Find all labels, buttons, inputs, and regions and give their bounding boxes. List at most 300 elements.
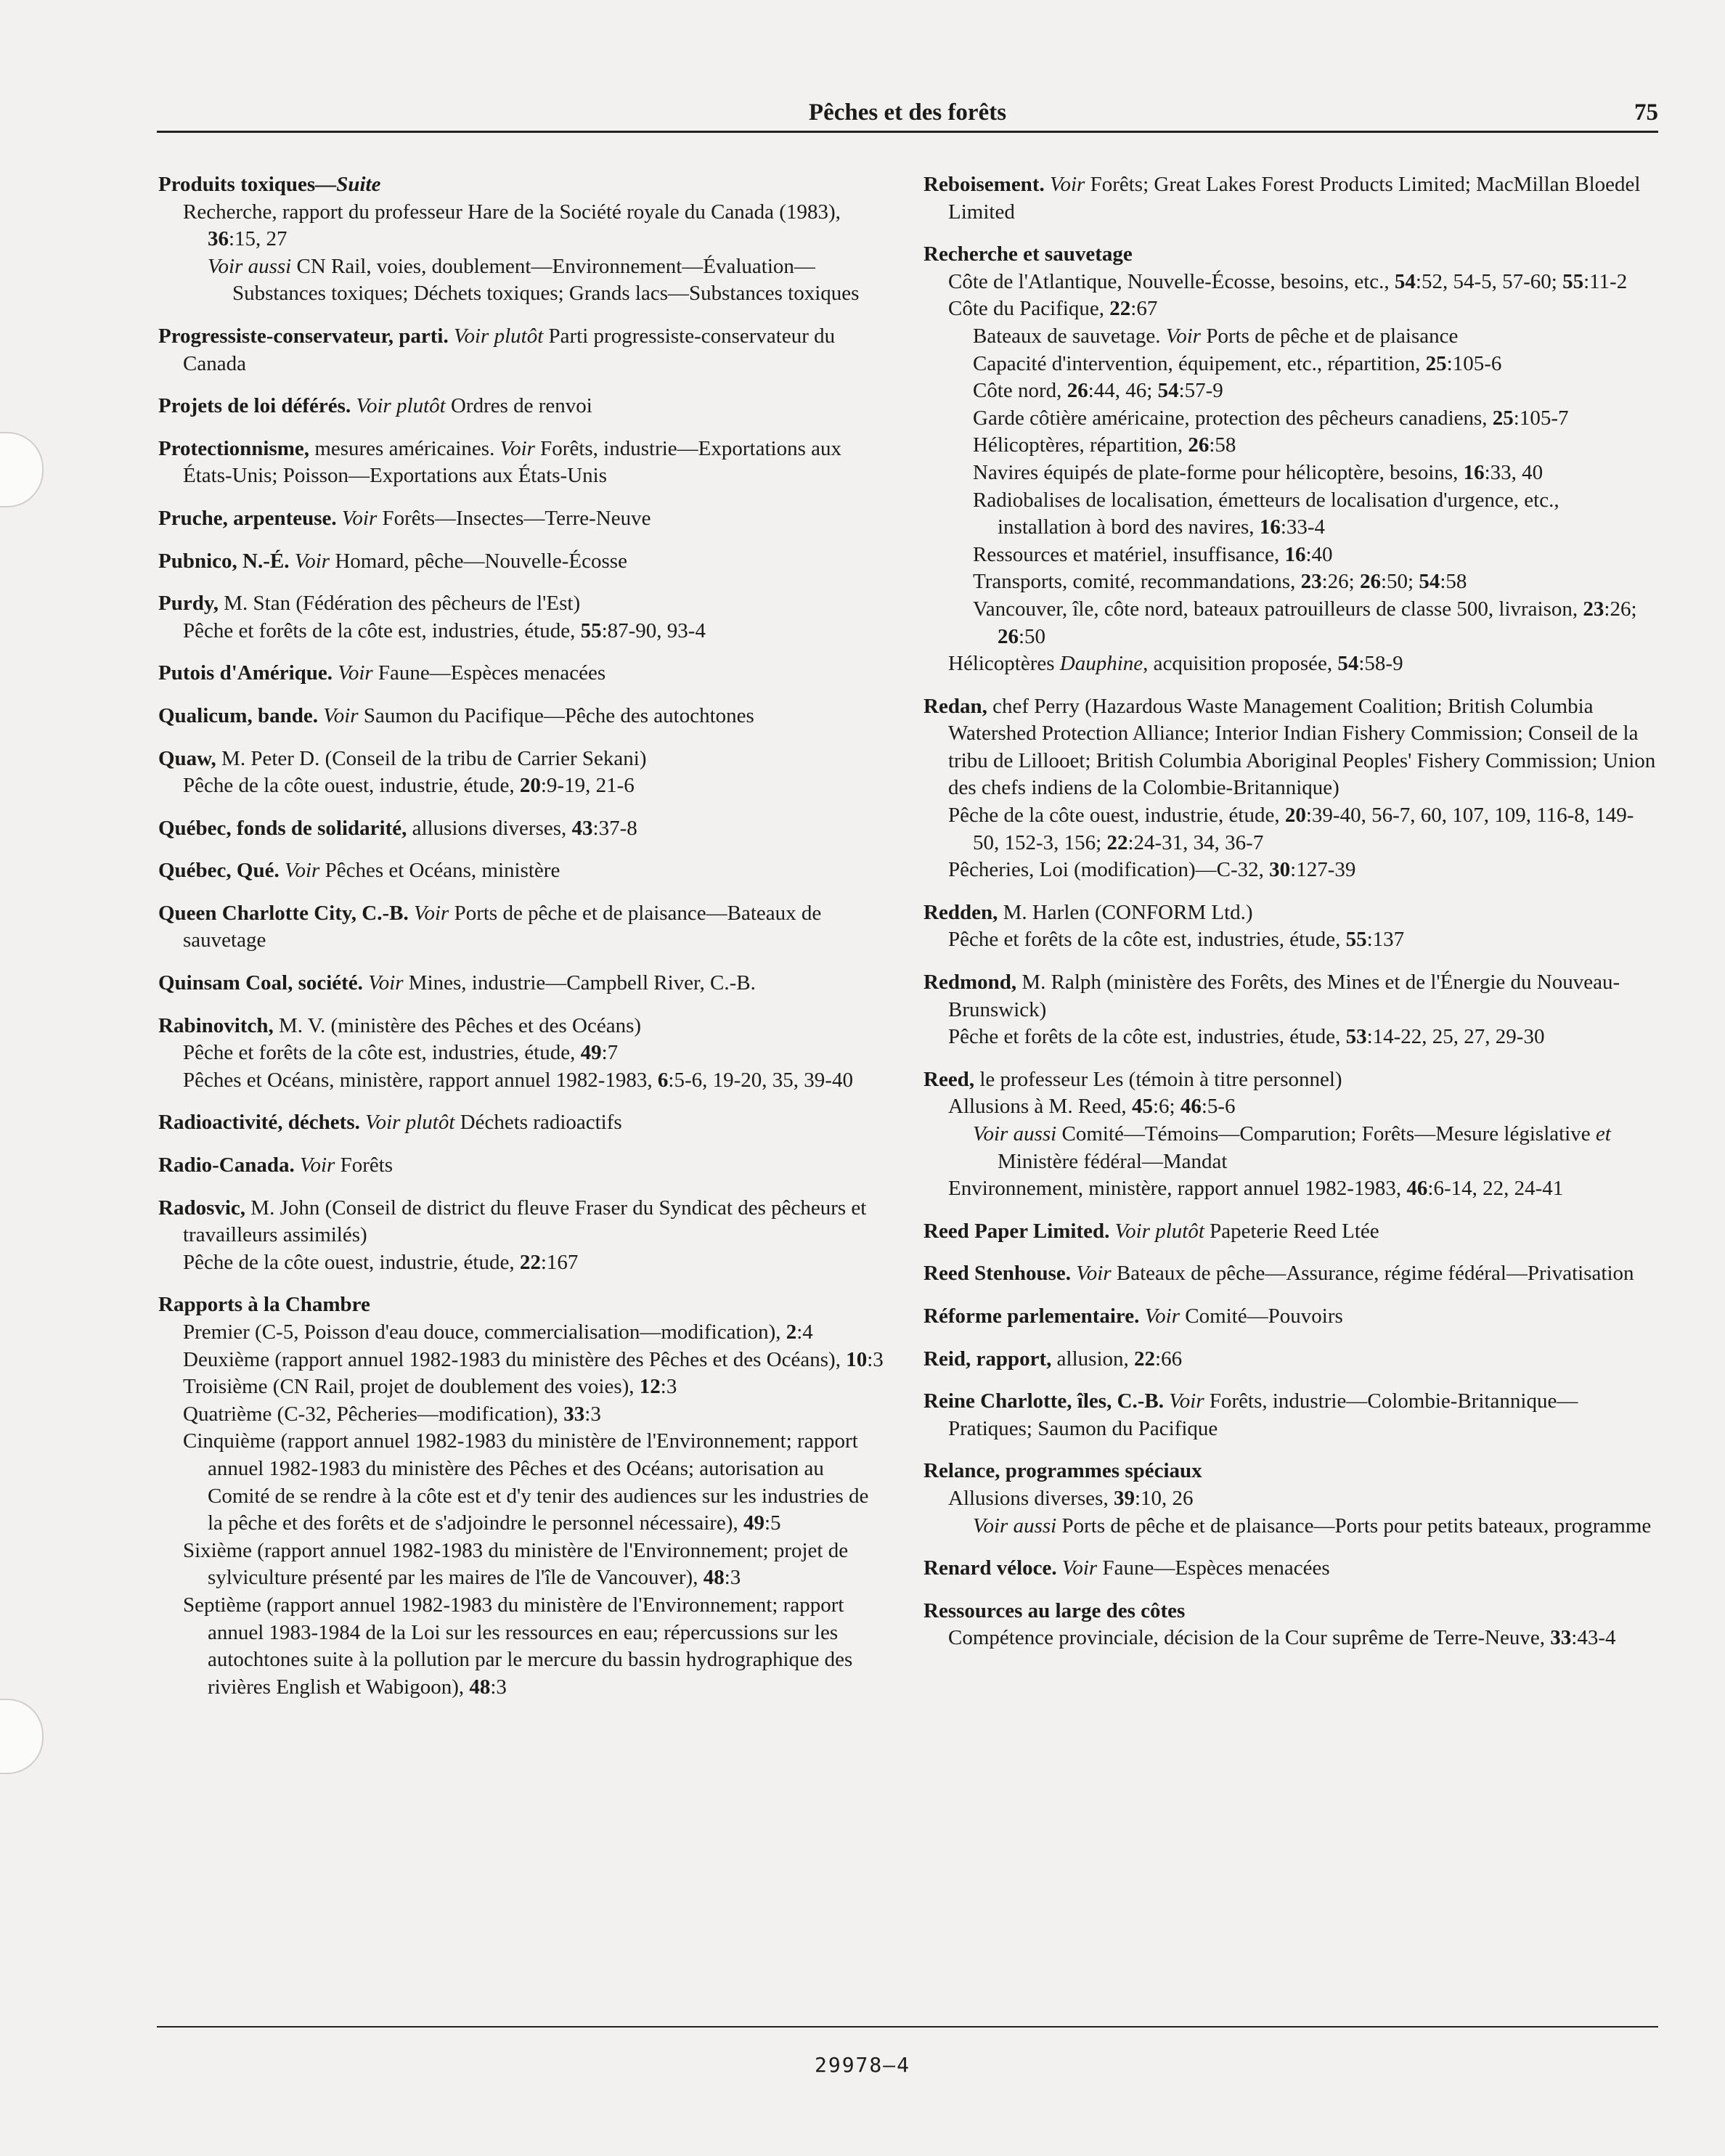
entry-text: Homard, pêche—Nouvelle-Écosse xyxy=(330,549,627,573)
bold-text: 20 xyxy=(519,774,541,798)
bold-text: 54 xyxy=(1337,652,1359,676)
entry-text: Faune—Espèces menacées xyxy=(1097,1556,1330,1580)
entry-text: Pêches et Océans, ministère xyxy=(319,859,560,883)
bold-text: Redden, xyxy=(923,900,998,924)
entry-text: M. Ralph (ministère des Forêts, des Mines et de l'Énergie du Nouveau-Brunswick) xyxy=(948,971,1620,1021)
entry-text: Pêche et forêts de la côte est, industries, étude, xyxy=(948,1025,1346,1049)
entry-text: Forêts—Insectes—Terre-Neuve xyxy=(377,506,651,530)
entry-subentry-line xyxy=(158,199,888,253)
bold-text: 25 xyxy=(1492,406,1514,430)
cross-reference-marker: Voir plutôt xyxy=(454,324,544,348)
entry-text: Ressources et matériel, insuffisance, xyxy=(973,542,1285,566)
index-entry xyxy=(923,1260,1657,1288)
bold-text: Produits toxiques xyxy=(158,173,316,196)
bold-text: 6 xyxy=(657,1068,669,1092)
entry-text xyxy=(1057,1556,1062,1580)
entry-text: Pêches et Océans, ministère, rapport annuel 1982-1983, xyxy=(183,1068,658,1092)
entry-text: :39-40, 56-7, 60, 107, 109, 116-8, 149-50, 152-3, 156; xyxy=(973,804,1634,854)
entry-heading-line xyxy=(158,436,888,490)
cross-reference-marker: Voir xyxy=(1061,1556,1098,1580)
bold-text: 30 xyxy=(1269,858,1291,882)
index-entry xyxy=(158,1013,888,1095)
bold-text: 22 xyxy=(1134,1347,1156,1371)
bold-text: 46 xyxy=(1406,1177,1428,1201)
index-entry xyxy=(923,171,1657,226)
bold-text: Rapports à la Chambre xyxy=(158,1293,370,1317)
punch-hole-top xyxy=(0,432,44,507)
bold-text: Reid, rapport, xyxy=(923,1347,1052,1371)
entry-subentry-line xyxy=(923,405,1657,433)
entry-text: Côte du Pacifique, xyxy=(948,297,1110,321)
entry-text xyxy=(1109,1220,1114,1243)
entry-subentry-line xyxy=(923,650,1657,678)
entry-text: le professeur Les (témoin à titre personnel) xyxy=(974,1067,1342,1091)
page-number: 75 xyxy=(1634,99,1658,126)
punch-hole-bottom xyxy=(0,1699,44,1774)
entry-text: Ports de pêche et de plaisance—Bateaux de sauvetage xyxy=(183,901,822,952)
entry-subentry-line xyxy=(158,1428,888,1537)
index-entry xyxy=(923,1218,1657,1246)
bold-text: 54 xyxy=(1394,269,1416,293)
bold-text: Progressiste-conservateur, parti. xyxy=(158,324,449,348)
cross-reference-marker: Voir plutôt xyxy=(356,394,446,418)
entry-text: Forêts, industrie—Colombie-Britannique—Pratiques; Saumon du Pacifique xyxy=(948,1389,1578,1440)
entry-text: Bateaux de pêche—Assurance, régime fédéral—Privatisation xyxy=(1111,1262,1634,1286)
entry-text: :67 xyxy=(1130,297,1158,321)
entry-heading-line xyxy=(158,1109,888,1137)
entry-subentry-line xyxy=(923,377,1657,405)
entry-text: Quatrième (C-32, Pêcheries—modification), xyxy=(183,1402,564,1426)
cross-reference-marker: Voir xyxy=(285,859,320,883)
entry-text: Premier (C-5, Poisson d'eau douce, commercialisation—modification), xyxy=(183,1320,786,1344)
entry-heading-line xyxy=(158,703,888,730)
bold-text: Redmond, xyxy=(923,971,1017,995)
index-entry xyxy=(158,505,888,533)
entry-text: Sixième (rapport annuel 1982-1983 du ministère de l'Environnement; projet de sylviculture présenté par les maires de l'île de Vancouver), xyxy=(183,1538,849,1590)
entry-subentry-line xyxy=(923,269,1657,296)
bold-text: 2 xyxy=(786,1320,797,1344)
entry-subentry-line xyxy=(158,1401,888,1429)
entry-text: :5 xyxy=(764,1511,781,1535)
bold-text: Reed, xyxy=(923,1067,975,1091)
entry-subentry-line xyxy=(923,351,1657,378)
cross-reference-marker: Voir xyxy=(294,549,330,573)
bold-text: Reboisement. xyxy=(923,173,1045,196)
entry-text: :44, 46; xyxy=(1088,379,1158,403)
entry-text: M. Stan (Fédération des pêcheurs de l'Est) xyxy=(219,592,581,616)
bold-text: Réforme parlementaire. xyxy=(923,1304,1140,1328)
bold-text: 55 xyxy=(1345,928,1367,952)
cross-reference-marker: Voir aussi xyxy=(208,254,292,278)
entry-text xyxy=(295,1153,300,1177)
entry-text: Saumon du Pacifique—Pêche des autochtones xyxy=(358,703,754,727)
entry-heading-line xyxy=(158,548,888,576)
entry-text: Recherche, rapport du professeur Hare de la Société royale du Canada (1983), xyxy=(183,200,841,224)
entry-text: :50 xyxy=(1019,624,1046,648)
bold-text: Reine Charlotte, îles, C.-B. xyxy=(923,1389,1165,1413)
entry-text: :37-8 xyxy=(592,816,637,840)
bold-text: Radio-Canada. xyxy=(158,1153,295,1177)
entry-text: :3 xyxy=(724,1566,741,1590)
bold-text: 33 xyxy=(1550,1626,1572,1650)
entry-heading-line xyxy=(923,1598,1657,1625)
entry-text: Radiobalises de localisation, émetteurs de localisation d'urgence, etc., installation à bord des navires, xyxy=(973,488,1559,539)
entry-heading-line xyxy=(158,1195,888,1249)
entry-text: Allusions diverses, xyxy=(948,1486,1114,1510)
bold-text: Québec, Qué. xyxy=(158,859,280,883)
entry-heading-line xyxy=(158,970,888,997)
entry-text: Allusions à M. Reed, xyxy=(948,1095,1132,1119)
entry-text: :15, 27 xyxy=(229,227,288,251)
entry-subentry-line xyxy=(923,487,1657,542)
entry-text: CN Rail, voies, doublement—Environnement—Évaluation—Substances toxiques; Déchets toxiques; Grands lacs—Substances toxiques xyxy=(232,254,860,306)
entry-subentry-line xyxy=(923,432,1657,460)
index-entry xyxy=(158,548,888,576)
entry-subentry-line xyxy=(923,802,1657,857)
entry-heading-line xyxy=(923,1218,1657,1246)
entry-text xyxy=(289,550,294,573)
bold-text: Quinsam Coal, société. xyxy=(158,971,363,995)
entry-heading-line xyxy=(923,171,1657,226)
entry-text: Bateaux de sauvetage. xyxy=(973,324,1166,348)
entry-subentry-line xyxy=(923,1121,1657,1175)
entry-text: :58 xyxy=(1440,570,1467,594)
entry-text: :3 xyxy=(490,1675,507,1699)
entry-text: M. V. (ministère des Pêches et des Océans) xyxy=(273,1013,642,1037)
entry-text: Faune—Espèces menacées xyxy=(372,661,606,685)
footer-divider xyxy=(157,2026,1658,2028)
cross-reference-marker: Voir xyxy=(1049,173,1085,196)
entry-subentry-line xyxy=(923,295,1657,323)
entry-text: Forêts xyxy=(335,1153,393,1177)
bold-text: 16 xyxy=(1259,515,1281,539)
entry-heading-line xyxy=(158,1013,888,1040)
entry-text: Ordres de renvoi xyxy=(445,394,592,418)
entry-text: Papeterie Reed Ltée xyxy=(1204,1219,1379,1243)
bold-text: 53 xyxy=(1345,1025,1367,1049)
entry-text: :137 xyxy=(1366,928,1405,952)
index-entry xyxy=(158,171,888,308)
cross-reference-marker: Voir xyxy=(338,661,373,685)
entry-text: chef Perry (Hazardous Waste Management Coalition; British Columbia Watershed Protection Alliance; Interior Indian Fishery Commission; Conseil de la tribu de Lillooet; British Columbia Aboriginal Peoples' Fishery Commission; Union des chefs indiens de la Colombie-Britannique) xyxy=(948,694,1656,800)
bold-text: 12 xyxy=(639,1375,661,1399)
entry-text: allusion, xyxy=(1051,1347,1135,1371)
entry-subentry-line xyxy=(923,542,1657,569)
entry-text: :3 xyxy=(660,1375,677,1399)
entry-text: :5-6 xyxy=(1201,1095,1236,1119)
bold-text: 36 xyxy=(208,227,229,251)
entry-text: :14-22, 25, 27, 29-30 xyxy=(1366,1025,1545,1049)
entry-text: :50; xyxy=(1380,570,1419,594)
cross-reference-marker: Voir xyxy=(414,901,449,925)
index-entry xyxy=(158,323,888,377)
entry-text: :26; xyxy=(1604,597,1637,621)
entry-text: M. Harlen (CONFORM Ltd.) xyxy=(998,900,1253,924)
index-entry xyxy=(158,1291,888,1701)
index-entry xyxy=(158,857,888,885)
entry-text xyxy=(409,902,414,925)
entry-text xyxy=(280,859,285,882)
entry-subentry-line xyxy=(923,857,1657,884)
entry-text: M. Peter D. (Conseil de la tribu de Carrier Sekani) xyxy=(216,746,647,770)
bold-text: 22 xyxy=(1109,297,1131,321)
entry-text: Hélicoptères xyxy=(948,652,1060,676)
bold-text: 26 xyxy=(998,624,1019,648)
entry-subentry-line xyxy=(923,1024,1657,1051)
entry-text xyxy=(337,507,342,530)
entry-text: Côte nord, xyxy=(973,379,1067,403)
entry-heading-line xyxy=(158,746,888,773)
bold-text: 25 xyxy=(1425,351,1447,375)
bold-text: Recherche et sauvetage xyxy=(923,242,1133,266)
bold-text: 45 xyxy=(1131,1095,1153,1119)
entry-text xyxy=(1139,1304,1144,1328)
bold-text: Redan, xyxy=(923,694,987,718)
bold-text: Radosvic, xyxy=(158,1196,246,1220)
entry-subentry-line xyxy=(923,460,1657,487)
index-entry xyxy=(158,393,888,420)
entry-heading-line xyxy=(923,1346,1657,1373)
bold-text: 20 xyxy=(1284,804,1306,828)
cross-reference-marker: Voir xyxy=(300,1153,335,1177)
entry-text: , acquisition proposée, xyxy=(1143,652,1338,676)
entry-text: Forêts; Great Lakes Forest Products Limited; MacMillan Bloedel Limited xyxy=(948,173,1641,224)
bold-text: 16 xyxy=(1284,542,1306,566)
index-entry xyxy=(923,1346,1657,1373)
index-entry xyxy=(158,970,888,997)
entry-text: :10, 26 xyxy=(1134,1486,1194,1510)
bold-text: 23 xyxy=(1300,570,1322,594)
entry-heading-line xyxy=(923,693,1657,802)
entry-heading-line xyxy=(158,323,888,377)
entry-text: Mines, industrie—Campbell River, C.-B. xyxy=(403,971,756,995)
bold-text: Queen Charlotte City, C.-B. xyxy=(158,901,409,925)
cross-reference-marker: Voir xyxy=(1144,1304,1180,1328)
index-entry xyxy=(923,241,1657,678)
entry-subentry-line xyxy=(923,1093,1657,1121)
entry-text: :5-6, 19-20, 35, 39-40 xyxy=(668,1068,853,1092)
cross-reference-marker: et xyxy=(1595,1122,1611,1146)
entry-text: :105-7 xyxy=(1513,406,1569,430)
index-entry xyxy=(923,969,1657,1051)
entry-text: Comité—Pouvoirs xyxy=(1180,1304,1343,1328)
entry-subentry-line xyxy=(158,1538,888,1592)
cross-reference-marker: Voir xyxy=(1165,324,1202,348)
entry-heading-line xyxy=(158,900,888,955)
bold-text: 33 xyxy=(563,1402,585,1426)
entry-text: :4 xyxy=(796,1320,813,1344)
entry-text: Pêche et forêts de la côte est, industries, étude, xyxy=(183,618,581,642)
entry-text: Transports, comité, recommandations, xyxy=(973,570,1301,594)
entry-heading-line xyxy=(158,171,888,199)
bold-text: Pruche, arpenteuse. xyxy=(158,506,337,530)
entry-heading-line xyxy=(923,241,1657,269)
entry-text: Vancouver, île, côte nord, bateaux patrouilleurs de classe 500, livraison, xyxy=(973,597,1583,621)
entry-subentry-line xyxy=(923,1513,1657,1540)
entry-heading-line xyxy=(158,590,888,618)
entry-text: allusions diverses, xyxy=(407,816,572,840)
index-entry xyxy=(923,1303,1657,1331)
cross-reference-marker: Voir plutôt xyxy=(1114,1219,1204,1243)
index-entry xyxy=(158,436,888,490)
cross-reference-marker: Voir xyxy=(499,436,535,460)
entry-heading-line xyxy=(923,1066,1657,1094)
entry-subentry-line xyxy=(158,1319,888,1347)
bold-text: 48 xyxy=(703,1566,725,1590)
entry-text: :58 xyxy=(1209,433,1236,457)
cross-reference-marker: Voir xyxy=(323,703,359,727)
bold-text: 46 xyxy=(1180,1095,1202,1119)
entry-heading-line xyxy=(923,1458,1657,1485)
header-divider xyxy=(157,131,1658,133)
entry-text: Côte de l'Atlantique, Nouvelle-Écosse, besoins, etc., xyxy=(948,269,1395,293)
entry-heading-line xyxy=(923,1555,1657,1583)
bold-text: 55 xyxy=(1562,269,1584,293)
bold-text: Protectionnisme, xyxy=(158,436,310,460)
entry-text: M. John (Conseil de district du fleuve Fraser du Syndicat des pêcheurs et travailleurs assimilés) xyxy=(183,1196,867,1247)
bold-text: Reed Paper Limited. xyxy=(923,1219,1110,1243)
bold-text: Purdy, xyxy=(158,592,219,616)
entry-text: Pêche de la côte ouest, industrie, étude, xyxy=(183,1250,520,1274)
entry-subentry-line xyxy=(923,1625,1657,1652)
entry-subentry-line xyxy=(923,596,1657,650)
entry-text: Troisième (CN Rail, projet de doublement des voies), xyxy=(183,1375,640,1399)
bold-text: Québec, fonds de solidarité, xyxy=(158,816,407,840)
index-entry xyxy=(158,1109,888,1137)
index-entry xyxy=(158,815,888,843)
entry-text: :7 xyxy=(601,1041,619,1065)
entry-heading-line xyxy=(158,815,888,843)
entry-subentry-line xyxy=(158,253,888,308)
bold-text: Reed Stenhouse. xyxy=(923,1262,1072,1286)
bold-text: 49 xyxy=(743,1511,764,1535)
entry-text: Pêche de la côte ouest, industrie, étude, xyxy=(948,804,1285,828)
entry-text: :24-31, 34, 36-7 xyxy=(1127,830,1264,854)
index-column-left xyxy=(158,171,888,1716)
index-entry xyxy=(923,1555,1657,1583)
entry-subentry-line xyxy=(158,772,888,800)
entry-heading-line xyxy=(923,1260,1657,1288)
cross-reference-marker: Voir xyxy=(341,506,378,530)
bold-text: Relance, programmes spéciaux xyxy=(923,1459,1202,1483)
bold-text: 16 xyxy=(1463,460,1485,484)
bold-text: 23 xyxy=(1583,597,1604,621)
index-entry xyxy=(158,1152,888,1180)
entry-text: Comité—Témoins—Comparution; Forêts—Mesure législative xyxy=(1056,1122,1596,1146)
entry-text: :3 xyxy=(867,1347,884,1371)
entry-text: :87-90, 93-4 xyxy=(601,618,706,642)
entry-text: Hélicoptères, répartition, xyxy=(973,433,1188,457)
entry-subentry-line xyxy=(923,568,1657,596)
entry-text: Pêcheries, Loi (modification)—C-32, xyxy=(948,858,1270,882)
entry-text: Deuxième (rapport annuel 1982-1983 du ministère des Pêches et des Océans), xyxy=(183,1347,847,1371)
entry-heading-line xyxy=(158,1291,888,1319)
entry-heading-line xyxy=(158,393,888,420)
entry-heading-line xyxy=(923,899,1657,927)
entry-heading-line xyxy=(923,1388,1657,1442)
entry-text: :33-4 xyxy=(1280,515,1326,539)
entry-text: :6-14, 22, 24-41 xyxy=(1427,1177,1564,1201)
entry-text: Cinquième (rapport annuel 1982-1983 du ministère de l'Environnement; rapport annuel 1982-1983 du ministère des Pêches et des Océans; autorisation au Comité de se rendre à la côte est et d'y tenir des audiences sur les industries de la pêche et des forêts et de s'adjoindre le personnel nécessaire), xyxy=(183,1429,869,1535)
bold-text: 48 xyxy=(469,1675,491,1699)
entry-text: —Suite xyxy=(315,173,381,196)
bold-text: 22 xyxy=(1106,830,1128,854)
entry-text: :11-2 xyxy=(1583,269,1628,293)
entry-text: Forêts, industrie—Exportations aux États-Unis; Poisson—Exportations aux États-Unis xyxy=(183,436,841,488)
entry-subentry-line xyxy=(923,926,1657,954)
bold-text: Pubnico, N.-É. xyxy=(158,549,290,573)
entry-text: Ports de pêche et de plaisance xyxy=(1201,324,1459,348)
cross-reference-marker: Voir xyxy=(368,971,404,995)
bold-text: 26 xyxy=(1359,570,1381,594)
entry-heading-line xyxy=(923,1303,1657,1331)
entry-subentry-line xyxy=(923,323,1657,351)
entry-subentry-line xyxy=(158,1592,888,1701)
bold-text: Renard véloce. xyxy=(923,1556,1057,1580)
entry-text: Navires équipés de plate-forme pour hélicoptère, besoins, xyxy=(973,460,1464,484)
entry-text: Parti progressiste-conservateur du Canada xyxy=(183,324,836,375)
page-title: Pêches et des forêts xyxy=(808,99,1007,126)
entry-heading-line xyxy=(158,505,888,533)
cross-reference-marker: Voir xyxy=(1169,1389,1204,1413)
bold-text: 54 xyxy=(1419,570,1440,594)
entry-text: Ministère fédéral—Mandat xyxy=(998,1149,1228,1173)
index-entry xyxy=(158,660,888,687)
entry-text: Environnement, ministère, rapport annuel 1982-1983, xyxy=(948,1177,1407,1201)
bold-text: Projets de loi déférés. xyxy=(158,394,351,418)
entry-text: :33, 40 xyxy=(1484,460,1543,484)
index-entry xyxy=(923,899,1657,954)
entry-text: :57-9 xyxy=(1178,379,1223,403)
entry-text: :26; xyxy=(1321,570,1360,594)
entry-text: Pêche de la côte ouest, industrie, étude, xyxy=(183,774,520,798)
entry-text: :167 xyxy=(540,1250,579,1274)
bold-text: 26 xyxy=(1188,433,1210,457)
bold-text: Quaw, xyxy=(158,746,216,770)
bold-text: 26 xyxy=(1067,379,1088,403)
cross-reference-marker: Voir xyxy=(1076,1262,1112,1286)
entry-heading-line xyxy=(158,660,888,687)
entry-text: :43-4 xyxy=(1571,1626,1616,1650)
index-entry xyxy=(158,703,888,730)
index-entry xyxy=(923,1066,1657,1203)
entry-heading-line xyxy=(158,857,888,885)
bold-text: 54 xyxy=(1157,379,1179,403)
index-column-right xyxy=(923,171,1657,1667)
entry-text: Compétence provinciale, décision de la Cour suprême de Terre-Neuve, xyxy=(948,1626,1551,1650)
entry-text: Capacité d'intervention, équipement, etc., répartition, xyxy=(973,351,1426,375)
entry-text: :9-19, 21-6 xyxy=(540,774,635,798)
entry-heading-line xyxy=(923,969,1657,1024)
index-entry xyxy=(923,1388,1657,1442)
entry-text xyxy=(449,324,454,348)
entry-subentry-line xyxy=(158,618,888,645)
entry-heading-line xyxy=(158,1152,888,1180)
index-entry xyxy=(923,693,1657,884)
entry-subentry-line xyxy=(158,1373,888,1401)
entry-subentry-line xyxy=(158,1040,888,1067)
cross-reference-marker: Voir aussi xyxy=(973,1122,1057,1146)
entry-text: :40 xyxy=(1305,542,1333,566)
bold-text: Radioactivité, déchets. xyxy=(158,1111,360,1135)
bold-text: Ressources au large des côtes xyxy=(923,1598,1186,1622)
bold-text: 49 xyxy=(580,1041,602,1065)
entry-text: Ports de pêche et de plaisance—Ports pour petits bateaux, programme xyxy=(1056,1514,1652,1538)
print-code: 29978–4 xyxy=(814,2053,910,2077)
index-entry xyxy=(158,1195,888,1277)
bold-text: 43 xyxy=(571,816,593,840)
entry-text: :52, 54-5, 57-60; xyxy=(1415,269,1563,293)
